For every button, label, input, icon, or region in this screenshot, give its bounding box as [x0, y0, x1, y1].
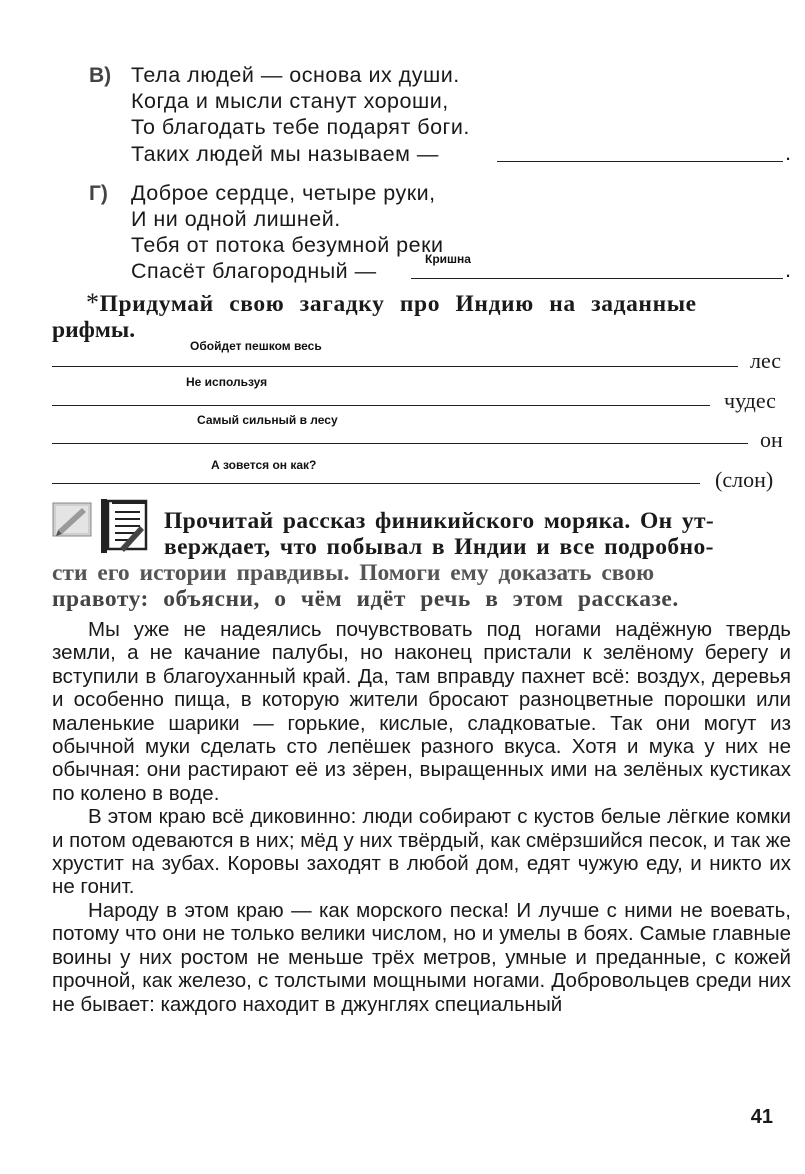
rhyme-answer-2: Не используя	[186, 375, 268, 389]
rhyme-task-title-line-2: рифмы.	[52, 317, 136, 343]
riddle-v-period: .	[785, 140, 792, 165]
reading-task-line-4: правоту: объясни, о чём идёт речь в этом рассказе.	[52, 586, 679, 612]
star-marker: *	[86, 288, 100, 317]
riddle-g-line-1: Доброе сердце, четыре руки,	[131, 181, 436, 205]
rhyme-task-title	[52, 290, 791, 343]
page-number: 41	[750, 1106, 773, 1128]
story-text	[52, 618, 791, 1016]
riddle-g-line-3: Тебя от потока безумной реки	[131, 233, 444, 257]
riddle-g-prompt: Спасёт благородный —	[131, 259, 377, 283]
rhyme-word-1: лес	[750, 348, 782, 373]
rhyme-line-3[interactable]	[52, 443, 748, 444]
rhyme-answer-4: А зовется он как?	[211, 458, 317, 472]
rhyme-line-4[interactable]	[52, 483, 700, 484]
rhyme-word-4: (слон)	[715, 467, 774, 492]
rhyme-line-1[interactable]	[52, 366, 738, 367]
riddle-v-line-1: Тела людей — основа их души.	[131, 63, 460, 87]
riddle-v-lines	[131, 62, 470, 140]
riddle-v-answer-line[interactable]	[497, 161, 783, 162]
rhyme-word-3: он	[760, 427, 783, 452]
riddle-v-label: В)	[89, 64, 112, 87]
reading-task-line-1: Прочитай рассказ финикийского моряка. Он ут-	[164, 508, 715, 534]
rhyme-word-2: чудес	[724, 388, 776, 413]
reading-task-line-3: сти его истории правдивы. Помоги ему доказать свою	[52, 560, 655, 586]
riddle-g-period: .	[785, 257, 792, 282]
story-paragraph-3: Народу в этом краю — как морского песка! И лучше с ними не воевать, потому что они не только велики числом, но и умелы в боях. Самые главные воины у них ростом не меньше трёх метров, умные и преданные, с кожей прочной, как железо, с толстыми мощными ногами. Добровольцев среди них не бывает: каждого находит в джунглях специальный	[52, 898, 791, 1016]
riddle-v-prompt: Таких людей мы называем —	[131, 142, 439, 166]
story-paragraph-1: Мы уже не надеялись почувствовать под ногами надёжную твердь земли, а не качание палубы, но наконец пристали к зелёному берегу и вступили в благоуханный край. Да, там вправду пахнет всё: воздух, деревья и особенно пища, в которую жители бросают разноцветные порошки или маленькие шарики — горькие, кислые, сладковатые. Так они могут из обычной муки сделать сто лепёшек разного вкуса. Хотя и мука у них не обычная: они растирают её из зёрен, выращенных ими на зелёных кустиках по колено в воде.	[52, 618, 791, 805]
riddle-v-line-2: Когда и мысли станут хороши,	[131, 89, 449, 113]
rhyme-answer-3: Самый сильный в лесу	[197, 413, 338, 427]
rhyme-line-2[interactable]	[52, 405, 710, 406]
riddle-g-lines	[131, 180, 444, 258]
riddle-g-label: Г)	[89, 182, 108, 205]
riddle-v-line-3: То благодать тебе подарят боги.	[131, 115, 470, 139]
story-paragraph-2: В этом краю всё диковинно: люди собирают с кустов белые лёгкие комки и потом одеваются в них; мёд у них твёрдый, как смёрзшийся песок, и так же хрустит на зубах. Коровы заходят в любой дом, едят чужую еду, и никто их не гонит.	[52, 805, 791, 899]
riddle-g-answer-line[interactable]	[411, 278, 783, 279]
rhyme-answer-1: Обойдет пешком весь	[190, 339, 322, 353]
riddle-g-answer: Кришна	[425, 252, 471, 266]
riddle-g-line-2: И ни одной лишней.	[131, 207, 341, 231]
reading-task-line-2: верждает, что побывал в Индии и все подробно-	[164, 534, 714, 560]
rhyme-task-title-line-1: Придумай свою загадку про Индию на заданные	[99, 291, 697, 317]
reading-task-title	[52, 508, 791, 612]
